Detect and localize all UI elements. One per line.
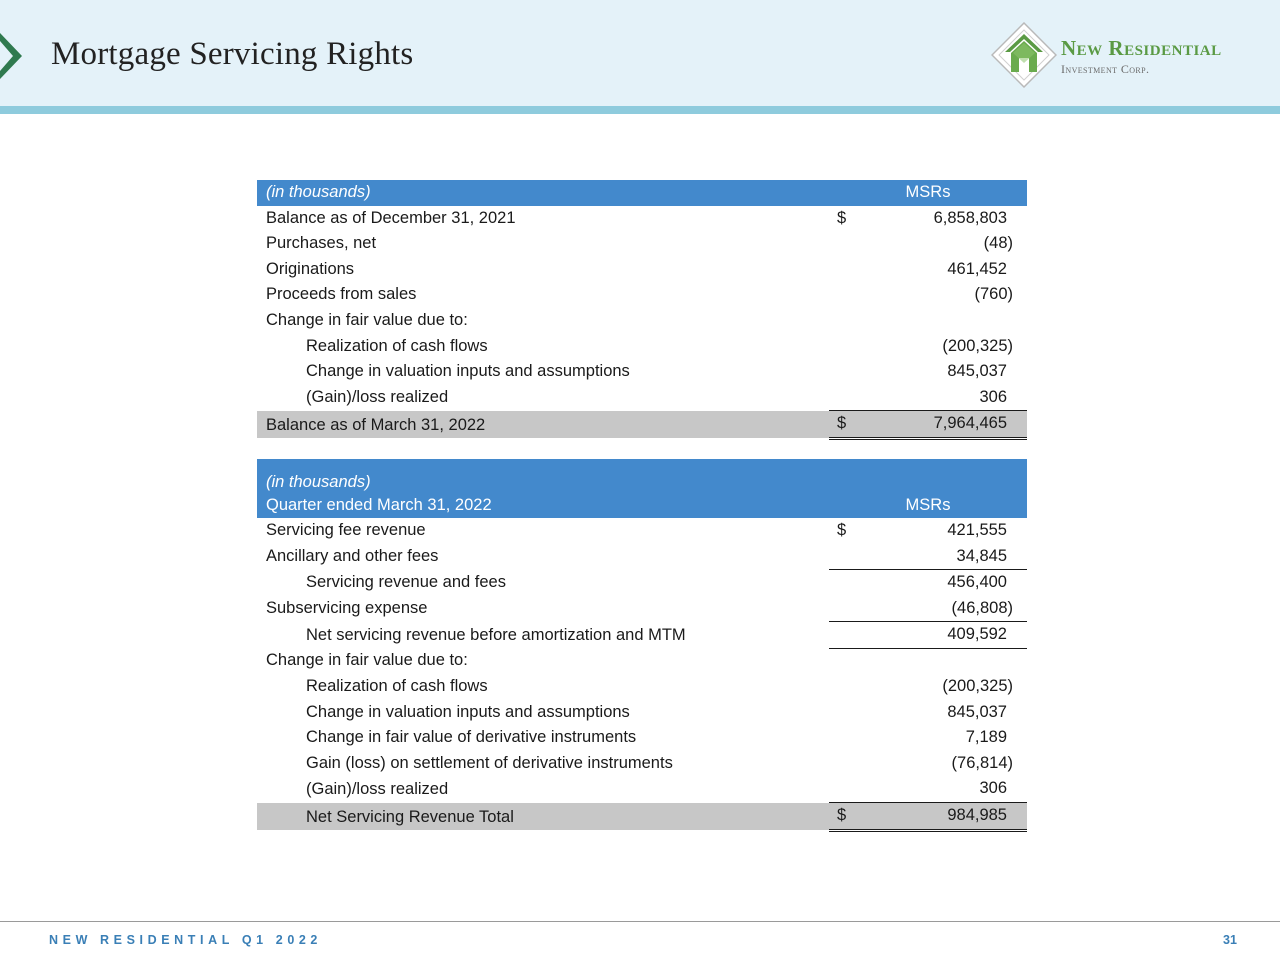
currency-symbol: [829, 282, 854, 308]
row-label: Change in fair value due to:: [266, 651, 468, 670]
column-header-msrs: MSRs: [829, 459, 1027, 518]
row-value: 34,845: [854, 544, 1027, 570]
table-row: [257, 648, 1027, 674]
table-row: [257, 570, 1027, 596]
servicing-revenue-table: [257, 459, 1027, 832]
table-row: [257, 257, 1027, 283]
row-value: (760): [974, 285, 1013, 304]
row-value: (46,808): [854, 596, 1027, 622]
table-row: [257, 308, 1027, 334]
currency-symbol: [829, 596, 854, 622]
row-label: Purchases, net: [266, 234, 377, 253]
total-value: 984,985: [854, 803, 1027, 831]
row-label: Gain (loss) on settlement of derivative instruments: [306, 753, 673, 772]
currency-symbol: [829, 776, 854, 802]
currency-symbol: [829, 700, 854, 726]
period-label: Quarter ended March 31, 2022: [266, 496, 492, 514]
row-label: (Gain)/loss realized: [306, 779, 449, 798]
row-value: 306: [854, 385, 1027, 411]
table-row: [257, 518, 1027, 544]
total-label: Net Servicing Revenue Total: [257, 803, 829, 831]
table-row: [257, 700, 1027, 726]
table-row: [257, 751, 1027, 777]
row-value: 461,452: [947, 259, 1007, 278]
currency-symbol: [829, 725, 854, 751]
currency-symbol: [829, 359, 854, 385]
table-header-labels: [257, 459, 829, 518]
row-value: 7,189: [965, 728, 1007, 747]
row-label: Servicing revenue and fees: [306, 573, 506, 592]
row-label: Change in valuation inputs and assumptions: [306, 362, 630, 381]
currency-symbol: $: [837, 208, 847, 227]
row-label: Originations: [266, 259, 355, 278]
page-number: 31: [1223, 933, 1237, 947]
row-value: 409,592: [854, 622, 1027, 649]
row-value: 456,400: [947, 573, 1007, 592]
footer-text: NEW RESIDENTIAL Q1 2022: [49, 933, 322, 947]
row-label: Subservicing expense: [266, 599, 428, 618]
table-header-row: [257, 459, 1027, 518]
table-row: [257, 596, 1027, 622]
currency-symbol: $: [829, 803, 854, 831]
table-header-row: [257, 180, 1027, 206]
table-row: [257, 206, 1027, 232]
currency-symbol: [829, 308, 854, 334]
table-row: [257, 674, 1027, 700]
table-row: [257, 725, 1027, 751]
row-value: (200,325): [942, 677, 1013, 696]
logo-name: New Residential: [1061, 36, 1222, 60]
page-title: Mortgage Servicing Rights: [51, 36, 414, 72]
row-label: Net servicing revenue before amortization and MTM: [306, 625, 686, 644]
row-label: Realization of cash flows: [306, 677, 488, 696]
row-label: Servicing fee revenue: [266, 521, 426, 539]
currency-symbol: [829, 570, 854, 596]
row-value: 845,037: [947, 702, 1007, 721]
row-value: 845,037: [947, 362, 1007, 381]
row-label: Ancillary and other fees: [266, 547, 439, 566]
total-value: 7,964,465: [854, 411, 1027, 439]
row-value: (48): [983, 234, 1013, 253]
row-label: Change in valuation inputs and assumptions: [306, 702, 630, 721]
units-label: (in thousands): [266, 473, 371, 491]
company-logo: [991, 22, 1261, 88]
units-label: (in thousands): [257, 180, 829, 206]
footer-divider: [0, 921, 1280, 922]
currency-symbol: [829, 544, 854, 570]
row-label: Balance as of December 31, 2021: [266, 208, 516, 227]
table-row: [257, 282, 1027, 308]
table-row: [257, 334, 1027, 360]
row-label: Change in fair value of derivative instruments: [306, 728, 637, 747]
chevron-right-icon: [0, 33, 22, 79]
currency-symbol: [829, 674, 854, 700]
table-row: [257, 359, 1027, 385]
currency-symbol: [829, 334, 854, 360]
total-row: [257, 803, 1027, 831]
currency-symbol: [829, 257, 854, 283]
row-value: (76,814): [951, 753, 1013, 772]
row-label: Realization of cash flows: [306, 336, 488, 355]
row-value: [854, 308, 1027, 334]
currency-symbol: [829, 648, 854, 674]
row-label: Proceeds from sales: [266, 285, 417, 304]
logo-subtitle: Investment Corp.: [1061, 62, 1150, 76]
currency-symbol: [829, 751, 854, 777]
currency-symbol: [829, 622, 854, 649]
total-label: Balance as of March 31, 2022: [257, 411, 829, 439]
row-label: Change in fair value due to:: [266, 310, 468, 329]
table-row: [257, 231, 1027, 257]
currency-symbol: [829, 385, 854, 411]
msr-balance-table: [257, 180, 1027, 440]
currency-symbol: $: [829, 411, 854, 439]
header-rule: [0, 106, 1280, 114]
table-row: [257, 776, 1027, 802]
total-row: [257, 411, 1027, 439]
column-header-msrs: MSRs: [829, 180, 1027, 206]
row-label: (Gain)/loss realized: [306, 388, 449, 407]
row-value: (200,325): [942, 336, 1013, 355]
row-value: 306: [854, 776, 1027, 802]
row-value: [854, 648, 1027, 674]
currency-symbol: [829, 231, 854, 257]
table-row: [257, 544, 1027, 570]
house-diamond-logo-icon: [991, 22, 1057, 88]
row-value: 421,555: [947, 521, 1007, 539]
table-row: [257, 385, 1027, 411]
row-value: 6,858,803: [933, 208, 1007, 227]
currency-symbol: $: [837, 521, 847, 539]
table-row: [257, 622, 1027, 649]
